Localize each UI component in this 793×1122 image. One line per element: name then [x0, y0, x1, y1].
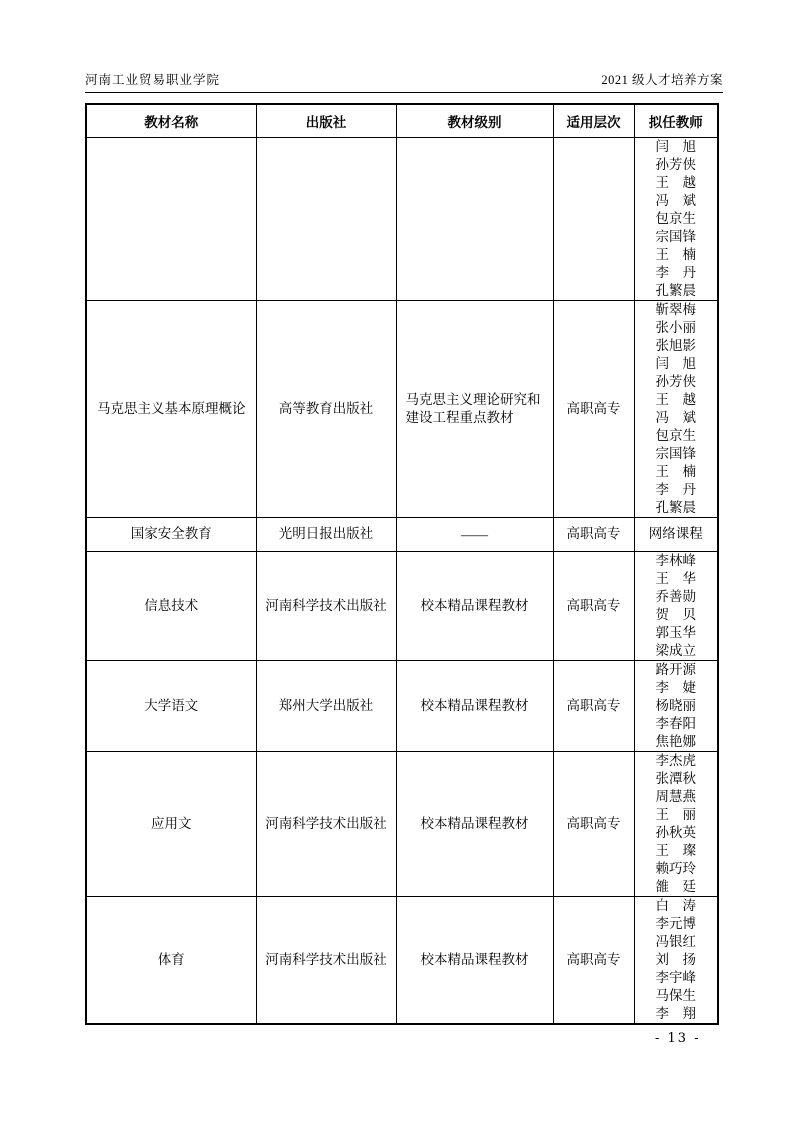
- teacher-name: 王 璨: [655, 842, 696, 858]
- cell-textbook-name: 应用文: [86, 751, 256, 896]
- teacher-name: 白 涛: [655, 897, 696, 913]
- teacher-name: 包京生: [655, 428, 696, 443]
- teacher-name: 张小丽: [655, 320, 696, 335]
- teacher-name: 孔繁晨: [655, 283, 696, 298]
- column-header: 出版社: [256, 104, 396, 138]
- teacher-name: 王 楠: [655, 247, 696, 262]
- teacher-name: 冯 斌: [655, 193, 696, 208]
- column-header: 拟任教师: [634, 104, 718, 138]
- textbook-level-text: 校本精品课程教材: [420, 816, 529, 832]
- teacher-name: 冯银红: [655, 933, 696, 949]
- textbook-level-text: 校本精品课程教材: [420, 598, 529, 614]
- cell-textbook-name: 国家安全教育: [86, 518, 256, 552]
- cell-textbook-level: [396, 660, 553, 751]
- teacher-name: 孙秋英: [655, 824, 696, 840]
- cell-textbook-level: [396, 751, 553, 896]
- teacher-name: 李 丹: [655, 482, 696, 497]
- table-row: [86, 660, 718, 751]
- teacher-name: 李春阳: [655, 715, 696, 731]
- teacher-name: 宗国锋: [655, 446, 696, 461]
- table-row: [86, 138, 718, 301]
- teacher-name: 李 翔: [655, 1005, 696, 1021]
- teacher-name: 李元博: [655, 915, 696, 931]
- teacher-name: 张潭秋: [655, 770, 696, 786]
- cell-textbook-level: [396, 138, 553, 301]
- textbook-level-text: ——: [461, 526, 488, 542]
- teacher-name: 孔繁晨: [655, 500, 696, 515]
- teacher-name: 李 婕: [655, 679, 696, 695]
- teacher-name: 王 丽: [655, 806, 696, 822]
- page-number: - 13 -: [655, 1031, 701, 1046]
- cell-teachers: [634, 551, 718, 660]
- teacher-name: 王 越: [655, 175, 696, 190]
- cell-textbook-name: 信息技术: [86, 551, 256, 660]
- table-header-row: [86, 104, 718, 138]
- teacher-name: 孙芳侠: [655, 157, 696, 172]
- teacher-name: 马保生: [655, 987, 696, 1003]
- cell-textbook-level: [396, 301, 553, 518]
- cell-publisher: 郑州大学出版社: [256, 660, 396, 751]
- teacher-name: 王 华: [655, 570, 696, 586]
- cell-applicable-layer: 高职高专: [553, 660, 634, 751]
- column-header: 适用层次: [553, 104, 634, 138]
- teacher-name: 闫 旭: [655, 356, 696, 371]
- teacher-name: 宗国锋: [655, 229, 696, 244]
- column-header: 教材级别: [396, 104, 553, 138]
- cell-textbook-name: 大学语文: [86, 660, 256, 751]
- cell-publisher: 河南科学技术出版社: [256, 551, 396, 660]
- cell-applicable-layer: 高职高专: [553, 301, 634, 518]
- teacher-name: 雒 廷: [655, 878, 696, 894]
- teacher-name: 冯 斌: [655, 410, 696, 425]
- cell-publisher: [256, 138, 396, 301]
- cell-publisher: 河南科学技术出版社: [256, 751, 396, 896]
- teacher-name: 闫 旭: [655, 139, 696, 154]
- cell-textbook-level: [396, 551, 553, 660]
- cell-applicable-layer: [553, 138, 634, 301]
- teacher-name: 孙芳侠: [655, 374, 696, 389]
- textbook-level-text: 校本精品课程教材: [420, 698, 529, 714]
- teacher-name: 乔善勋: [655, 588, 696, 604]
- cell-textbook-name: 马克思主义基本原理概论: [86, 301, 256, 518]
- teacher-name: 网络课程: [648, 526, 703, 542]
- cell-applicable-layer: 高职高专: [553, 551, 634, 660]
- table-row: [86, 551, 718, 660]
- teacher-name: 刘 扬: [655, 951, 696, 967]
- cell-applicable-layer: 高职高专: [553, 751, 634, 896]
- header-school-name: 河南工业贸易职业学院: [85, 73, 221, 87]
- teacher-name: 靳翠梅: [655, 302, 696, 317]
- table-row: [86, 896, 718, 1024]
- cell-applicable-layer: 高职高专: [553, 896, 634, 1024]
- cell-publisher: 高等教育出版社: [256, 301, 396, 518]
- cell-textbook-level: [396, 896, 553, 1024]
- teacher-name: 周慧燕: [655, 788, 696, 804]
- page-header: [85, 70, 723, 93]
- table-row: [86, 751, 718, 896]
- teacher-name: 李杰虎: [655, 752, 696, 768]
- teacher-name: 贺 贝: [655, 606, 696, 622]
- teacher-name: 王 楠: [655, 464, 696, 479]
- column-header: 教材名称: [86, 104, 256, 138]
- teacher-name: 焦艳娜: [655, 733, 696, 749]
- cell-textbook-level: [396, 518, 553, 552]
- cell-teachers: [634, 660, 718, 751]
- cell-teachers: [634, 896, 718, 1024]
- cell-textbook-name: 体育: [86, 896, 256, 1024]
- cell-publisher: 河南科学技术出版社: [256, 896, 396, 1024]
- teacher-name: 梁成立: [655, 642, 696, 658]
- teacher-name: 李林峰: [655, 552, 696, 568]
- teacher-name: 张旭影: [655, 338, 696, 353]
- teacher-name: 杨晓丽: [655, 697, 696, 713]
- textbook-table: [85, 103, 719, 1025]
- teacher-name: 李宇峰: [655, 969, 696, 985]
- cell-applicable-layer: 高职高专: [553, 518, 634, 552]
- teacher-name: 郭玉华: [655, 624, 696, 640]
- cell-teachers: [634, 301, 718, 518]
- teacher-name: 包京生: [655, 211, 696, 226]
- teacher-name: 赖巧玲: [655, 860, 696, 876]
- textbook-level-text: 马克思主义理论研究和建设工程重点教材: [405, 392, 541, 425]
- cell-teachers: [634, 518, 718, 552]
- cell-textbook-name: [86, 138, 256, 301]
- header-plan-title: 2021 级人才培养方案: [601, 73, 723, 87]
- teacher-name: 路开源: [655, 661, 696, 677]
- teacher-name: 李 丹: [655, 265, 696, 280]
- table-row: [86, 301, 718, 518]
- cell-publisher: 光明日报出版社: [256, 518, 396, 552]
- cell-teachers: [634, 138, 718, 301]
- teacher-name: 王 越: [655, 392, 696, 407]
- cell-teachers: [634, 751, 718, 896]
- table-row: [86, 518, 718, 552]
- textbook-level-text: 校本精品课程教材: [420, 952, 529, 968]
